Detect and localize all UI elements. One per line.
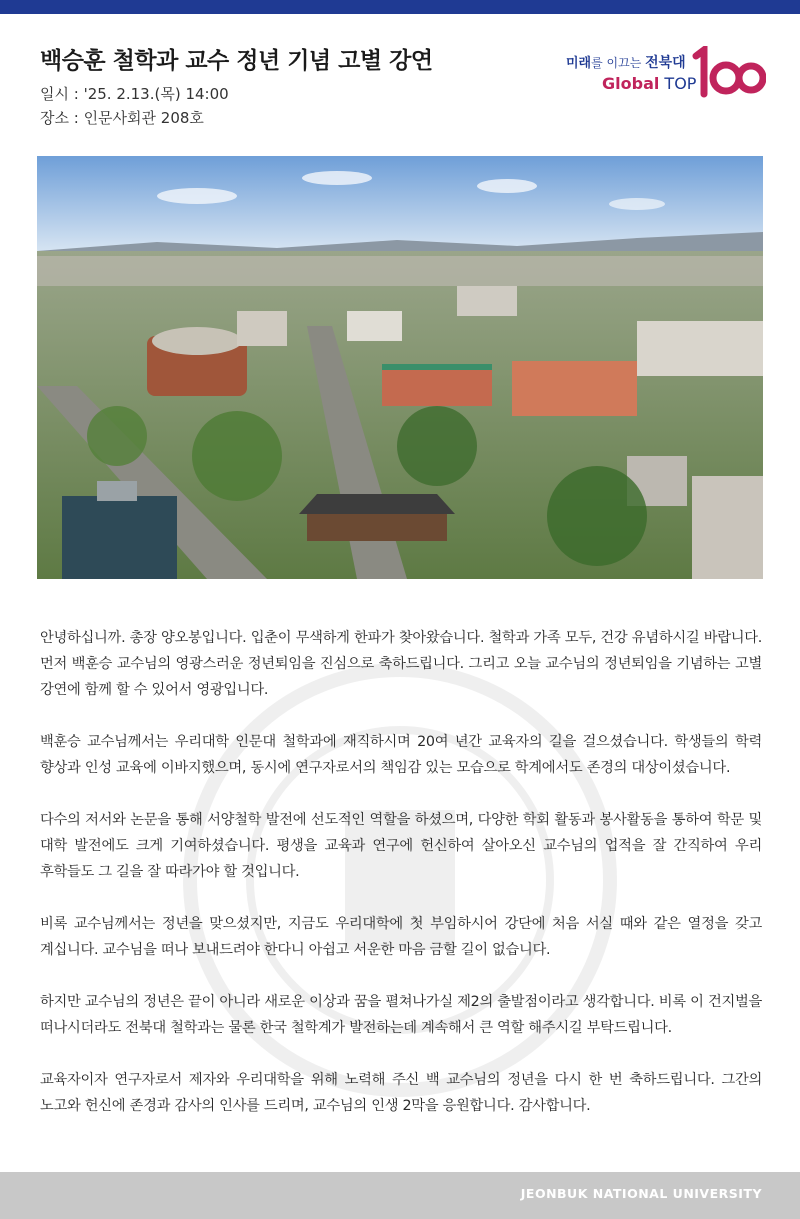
top-accent-bar [0, 0, 800, 14]
university-logo [566, 46, 766, 98]
paragraph: 교육자이자 연구자로서 제자와 우리대학을 위해 노력해 주신 백 교수님의 정년을 다시 한 번 축하드립니다. 그간의 노고와 헌신에 존경과 감사의 인사를 드리며, 교수님의 인생 2막을 응원합니다. 감사합니다. [40, 1072, 762, 1114]
campus-aerial-photo [37, 156, 763, 579]
logo-top: TOP [659, 74, 697, 93]
logo-tag-brand: 전북대 [645, 55, 686, 71]
event-place: 장소 : 인문사회관 208호 [40, 109, 204, 127]
logo-tagline [566, 52, 686, 72]
event-date: 일시 : '25. 2.13.(목) 14:00 [40, 85, 229, 103]
logo-global: Global [602, 74, 660, 93]
logo-tag-middle: 를 이끄는 [591, 56, 646, 70]
page-title: 백승훈 철학과 교수 정년 기념 고별 강연 [40, 48, 433, 74]
logo-100-mark [690, 46, 766, 98]
footer-university-name: JEONBUK NATIONAL UNIVERSITY [520, 1186, 762, 1201]
logo-global-top [602, 74, 696, 93]
paragraph: 백훈승 교수님께서는 우리대학 인문대 철학과에 재직하시며 20여 년간 교육자의 길을 걸으셨습니다. 학생들의 학력 향상과 인성 교육에 이바지했으며, 동시에 연구자로서의 책임감 있는 모습으로 학계에서도 존경의 대상이셨습니다. [40, 734, 762, 776]
footer-bar [0, 1172, 800, 1219]
logo-tag-prefix: 미래 [566, 56, 592, 71]
paragraph: 다수의 저서와 논문을 통해 서양철학 발전에 선도적인 역할을 하셨으며, 다양한 학회 활동과 봉사활동을 통하여 학문 및 대학 발전에도 크게 기여하셨습니다. 평생을 교육과 연구에 헌신하여 살아오신 교수님의 업적을 잘 간직하여 우리 후학들도 그 길을 잘 따라가야 할 것입니다. [40, 812, 762, 880]
paragraph: 비록 교수님께서는 정년을 맞으셨지만, 지금도 우리대학에 첫 부임하시어 강단에 처음 서실 때와 같은 열정을 갖고 계십니다. 교수님을 떠나 보내드려야 한다니 아쉽고 서운한 마음 금할 길이 없습니다. [40, 916, 762, 958]
address-body [40, 625, 762, 1145]
paragraph: 안녕하십니까. 총장 양오봉입니다. 입춘이 무색하게 한파가 찾아왔습니다. 철학과 가족 모두, 건강 유념하시길 바랍니다. 먼저 백훈승 교수님의 영광스러운 정년퇴임을 진심으로 축하드립니다. 그리고 오늘 교수님의 정년퇴임을 기념하는 고별 강연에 함께 할 수 있어서 영광입니다. [40, 630, 762, 698]
paragraph: 하지만 교수님의 정년은 끝이 아니라 새로운 이상과 꿈을 펼쳐나가실 제2의 출발점이라고 생각합니다. 비록 이 건지벌을 떠나시더라도 전북대 철학과는 물론 한국 철학계가 발전하는데 계속해서 큰 역할 해주시길 부탁드립니다. [40, 994, 762, 1036]
